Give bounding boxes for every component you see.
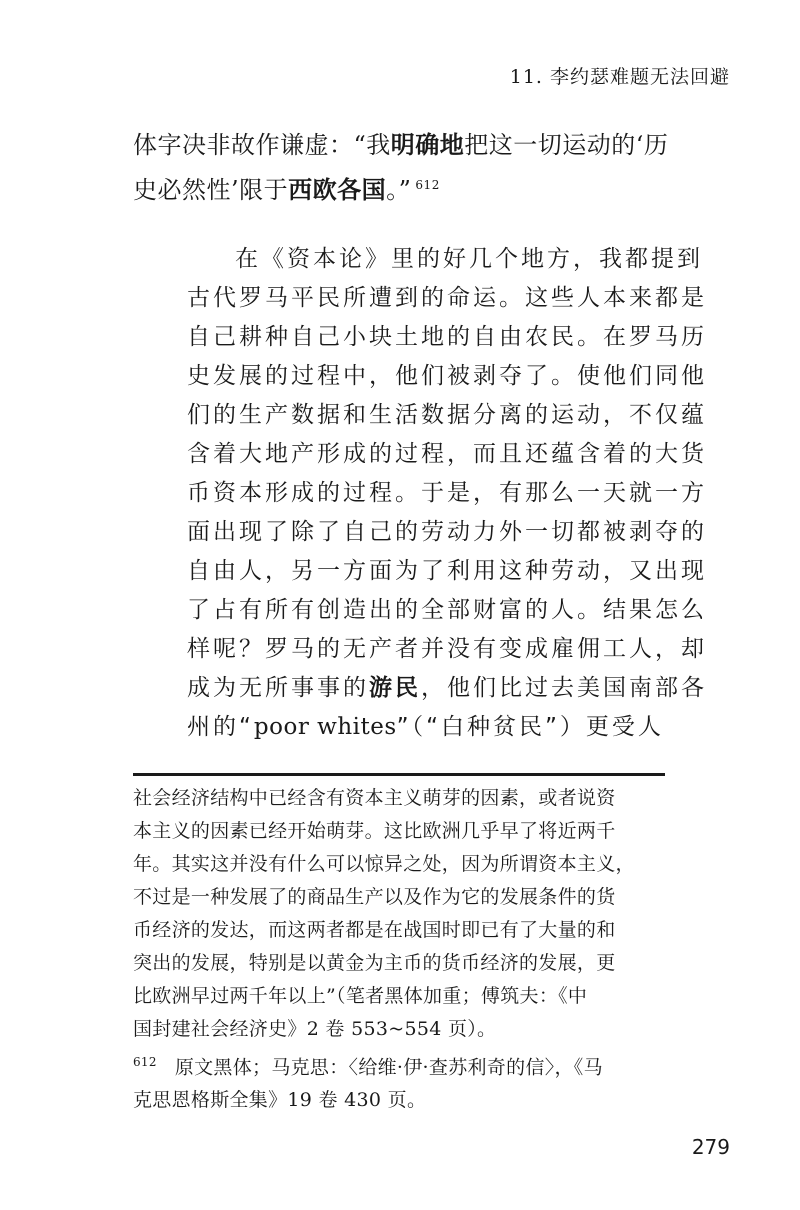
text-run: 体字决非故作谦虚：“我 [133,131,391,159]
latin-phrase: poor whites [253,714,397,740]
quote-line: 含着大地产形成的过程，而且还蕴含着的大货 [187,441,707,467]
block-quote [187,240,707,747]
quote-line: 古代罗马平民所遭到的命运。这些人本来都是 [187,285,707,311]
footnote-text: 原文黑体；马克思：〈给维·伊·查苏利奇的信〉，《马 [174,1056,603,1079]
quote-line: 自己耕种自己小块土地的自由农民。在罗马历 [187,324,707,350]
quote-line: 在《资本论》里的好几个地方，我都提到 [235,246,703,272]
body-line [133,165,693,210]
footnote-line: 突出的发展，特别是以黄金为主币的货币经济的发展，更 [133,952,616,974]
footnote-reference: 612 [415,178,440,192]
text-run: 成为无所事事的 [187,675,369,701]
quote-line: 史发展的过程中，他们被剥夺了。使他们同他 [187,363,707,389]
text-run: 州的“ [187,714,254,740]
quote-line: 自由人，另一方面为了利用这种劳动，又出现 [187,558,707,584]
bold-phrase: 游民 [369,675,421,701]
quote-line: 样呢？罗马的无产者并没有变成雇佣工人，却 [187,636,707,662]
footnote-divider [133,773,665,776]
footnote-line: 不过是一种发展了的商品生产以及作为它的发展条件的货 [133,886,616,908]
text-run: ”（“白种贫民”）更受人 [396,714,664,740]
quote-line: 面出现了除了自己的劳动力外一切都被剥夺的 [187,519,707,545]
quote-line: 了占有所有创造出的全部财富的人。结果怎么 [187,597,707,623]
footnote-line: 比欧洲早过两千年以上”（笔者黑体加重；傅筑夫：《中 [133,985,588,1007]
quote-line [187,669,707,708]
footnote-line: 克思恩格斯全集》19 卷 430 页。 [133,1089,427,1112]
footnote-line: 国封建社会经济史》2 卷 553~554 页）。 [133,1018,497,1040]
quote-line [187,708,687,747]
footnote-line: 币经济的发达，而这两者都是在战国时即已有了大量的和 [133,919,616,941]
footnote-number: 612 [133,1055,157,1069]
quote-line: 们的生产数据和生活数据分离的运动，不仅蕴 [187,402,707,428]
footnote-612 [133,1046,693,1084]
body-paragraph [133,125,693,210]
bold-phrase: 明确地 [390,131,465,159]
text-run: ，他们比过去美国南部各 [421,675,707,701]
page-number: 279 [691,1135,730,1159]
body-line [133,125,693,165]
text-run: 。” [386,176,412,204]
bold-phrase: 西欧各国 [288,176,387,204]
text-run: 史必然性’限于 [133,176,289,204]
footnote-line: 社会经济结构中已经含有资本主义萌芽的因素，或者说资 [133,787,616,809]
footnote-line: 年。其实这并没有什么可以惊异之处，因为所谓资本主义， [133,853,635,875]
text-run: 把这一切运动的‘历 [464,131,669,159]
footnote-line: 本主义的因素已经开始萌芽。这比欧洲几乎早了将近两千 [133,820,616,842]
footnotes [133,782,693,1117]
running-head: 11. 李约瑟难题无法回避 [509,66,730,88]
quote-line: 币资本形成的过程。于是，有那么一天就一方 [187,480,707,506]
